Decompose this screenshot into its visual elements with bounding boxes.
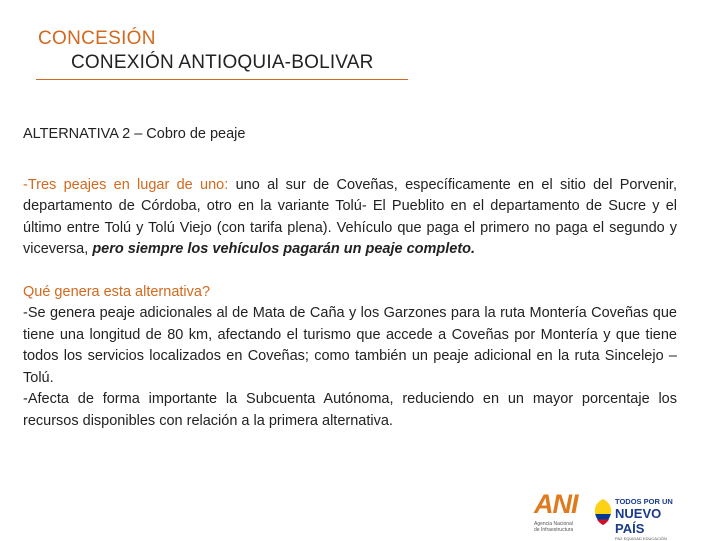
todos-line-1: TODOS POR UN bbox=[615, 497, 673, 506]
alternative-heading: ALTERNATIVA 2 – Cobro de peaje bbox=[23, 126, 246, 142]
consequences-question: Qué genera esta alternativa? bbox=[23, 283, 211, 300]
title-underline bbox=[36, 79, 408, 80]
toll-description-paragraph bbox=[23, 175, 677, 261]
title-line-2: CONEXIÓN ANTIOQUIA-BOLIVAR bbox=[71, 52, 374, 73]
slide-body bbox=[23, 124, 677, 432]
colombia-flag-icon bbox=[592, 498, 614, 526]
ani-logo bbox=[534, 491, 578, 540]
todos-subtitle: PAZ EQUIDAD EDUCACIÓN bbox=[615, 536, 667, 541]
footer-logos bbox=[534, 491, 684, 540]
todos-line-2: NUEVO PAÍS bbox=[615, 506, 662, 536]
todos-text-block bbox=[615, 497, 685, 541]
toll-body-text: uno al sur de Coveñas, específicamente en el sitio del Porvenir, departamento de Córdoba, otro en la variante Tolú- El Pueblito en el departamento de Sucre y el último entre Tolú y Tolú Viejo (con tarifa plena). Vehículo que paga el primero no paga el segundo y viceversa, bbox=[23, 176, 677, 257]
title-line-1: CONCESIÓN bbox=[38, 28, 156, 49]
toll-lead-text: -Tres peajes en lugar de uno: bbox=[23, 176, 229, 193]
consequences-section bbox=[23, 282, 677, 433]
slide-title bbox=[38, 27, 374, 75]
toll-emphasis-text: pero siempre los vehículos pagarán un peaje completo. bbox=[92, 241, 476, 257]
ani-logo-mark: ANI bbox=[534, 489, 578, 519]
consequence-item-1: -Se genera peaje adicionales al de Mata de Caña y los Garzones para la ruta Montería Coveñas que tiene una longitud de 80 km, afectando el turismo que accede a Coveñas por Montería y que tiene todos los servicios localizados en Coveñas; como también un peaje adicional en la ruta Sincelejo – Tolú. bbox=[23, 305, 677, 386]
consequence-item-2: -Afecta de forma importante la Subcuenta Autónoma, reduciendo en un mayor porcentaje los recursos disponibles con relación a la primera alternativa. bbox=[23, 391, 677, 429]
todos-por-un-nuevo-pais-logo bbox=[592, 496, 684, 540]
ani-logo-subtitle: Agencia Nacional de Infraestructura bbox=[534, 521, 574, 533]
